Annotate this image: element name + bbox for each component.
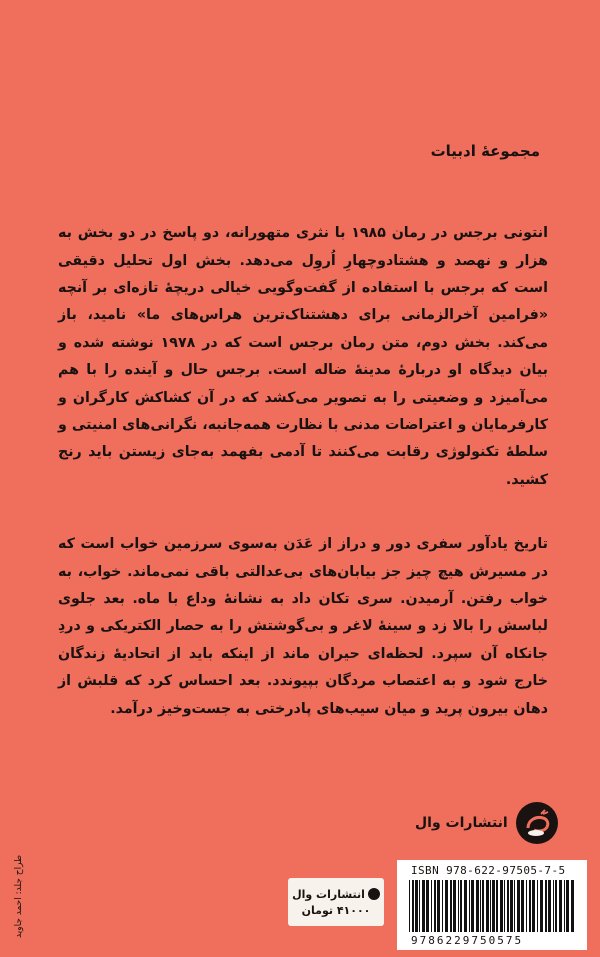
barcode-bar bbox=[553, 880, 554, 932]
barcode-bars bbox=[407, 880, 577, 932]
blurb-paragraph-1: انتونی برجس در رمان ۱۹۸۵ با نثری متهورانه، دو پاسخ در دو بخش به هزار و نهصد و هشتادوچهارِ اُروِل می‌دهد. بخش اول تحلیل دقیقی است که برجس با استفاده از گفت‌وگویی خیالی دریچهٔ تازه‌ای بر آنچه «فرامین آخرالزمانی برای دهشتناک‌ترین هراس‌های ما» نامید، باز می‌کند. بخش دوم، متن رمان برجس است که در ۱۹۷۸ نوشته شده و بیان دیدگاه او دربارهٔ مدینهٔ ضاله است. برجس حال و آینده را با هم می‌آمیزد و وضعیتی را به تصویر می‌کشد که در آن کشاکش کارگران و کارفرمایان و اعتراضات مدنی با نظارت همه‌جانبه، نگرانی‌های امنیتی و سلطهٔ تکنولوژی رقابت می‌کنند تا آدمی بفهمد به‌جای زیستن باید رنج کشید. bbox=[58, 225, 549, 488]
barcode-bar bbox=[458, 880, 459, 932]
barcode-bar bbox=[566, 880, 569, 932]
barcode-bar bbox=[415, 880, 418, 932]
barcode-bar bbox=[492, 880, 495, 932]
barcode-bar bbox=[500, 880, 503, 932]
barcode-bar bbox=[532, 880, 535, 932]
barcode-bar bbox=[445, 880, 448, 932]
barcode-bar bbox=[537, 880, 538, 932]
price-publisher: انتشارات وال bbox=[292, 887, 365, 901]
barcode-bar bbox=[559, 880, 562, 932]
isbn-label: ISBN 978-622-97505-7-5 bbox=[411, 864, 566, 877]
barcode-bar bbox=[555, 880, 557, 932]
barcode-bar bbox=[422, 880, 425, 932]
barcode bbox=[397, 860, 587, 950]
barcode-bar bbox=[507, 880, 509, 932]
whale-icon bbox=[368, 888, 380, 900]
barcode-bar bbox=[564, 880, 565, 932]
barcode-bar bbox=[442, 880, 443, 932]
barcode-number: 9786229750575 bbox=[411, 934, 524, 947]
barcode-bar bbox=[437, 880, 440, 932]
barcode-bar bbox=[426, 880, 429, 932]
barcode-bar bbox=[521, 880, 524, 932]
barcode-bar bbox=[471, 880, 474, 932]
barcode-bar bbox=[409, 880, 410, 932]
barcode-bar bbox=[496, 880, 498, 932]
barcode-bar bbox=[431, 880, 432, 932]
barcode-bar bbox=[504, 880, 505, 932]
barcode-bar bbox=[545, 880, 547, 932]
designer-credit: طراح جلد: احمد جاوید bbox=[14, 854, 24, 938]
barcode-bar bbox=[476, 880, 479, 932]
barcode-bar bbox=[571, 880, 574, 932]
barcode-bar bbox=[540, 880, 543, 932]
barcode-bar bbox=[526, 880, 527, 932]
publisher-mark bbox=[415, 802, 558, 844]
barcode-bar bbox=[480, 880, 481, 932]
barcode-bar bbox=[464, 880, 467, 932]
barcode-bar bbox=[517, 880, 520, 932]
barcode-bar bbox=[469, 880, 470, 932]
barcode-bar bbox=[460, 880, 462, 932]
barcode-bar bbox=[434, 880, 436, 932]
barcode-bar bbox=[529, 880, 531, 932]
barcode-bar bbox=[514, 880, 515, 932]
publisher-name: انتشارات وال bbox=[415, 815, 508, 831]
barcode-bar bbox=[412, 880, 414, 932]
barcode-bar bbox=[482, 880, 484, 932]
blurb-paragraph-2: تاریخ یادآور سفری دور و دراز از عَدَن به‌سوی سرزمین خواب است که در مسیرش هیچ چیز جز بیابان‌های بی‌عدالتی باقی نمی‌ماند. خواب، به خواب رفتن. آرمیدن. سری تکان داد به نشانهٔ وداع با ماه. بعد جلوی لباسش را بالا زد و سینهٔ لاغر و بی‌گوشتش را به حصار الکتریکی و دردِ جانکاه آن سپرد. لحظه‌ای حیران ماند از اینکه باید از اتحادیهٔ زندگان خارج شود و به اعتصاب مردگان بپیوندد. بعد احساس کرد که قلبش از دهان بیرون پرید و میان سیب‌های پادرختی به جست‌وخیز درآمد. bbox=[58, 536, 548, 717]
price-amount: ۴۱۰۰۰ تومان bbox=[301, 903, 371, 917]
barcode-bar bbox=[419, 880, 420, 932]
whale-icon bbox=[516, 802, 558, 844]
barcode-bar bbox=[450, 880, 452, 932]
barcode-bar bbox=[486, 880, 489, 932]
price-sticker bbox=[288, 878, 384, 926]
barcode-bar bbox=[510, 880, 513, 932]
barcode-bar bbox=[548, 880, 551, 932]
barcode-bar bbox=[453, 880, 456, 932]
barcode-bar bbox=[490, 880, 491, 932]
series-label: مجموعهٔ ادبیات bbox=[430, 142, 540, 160]
